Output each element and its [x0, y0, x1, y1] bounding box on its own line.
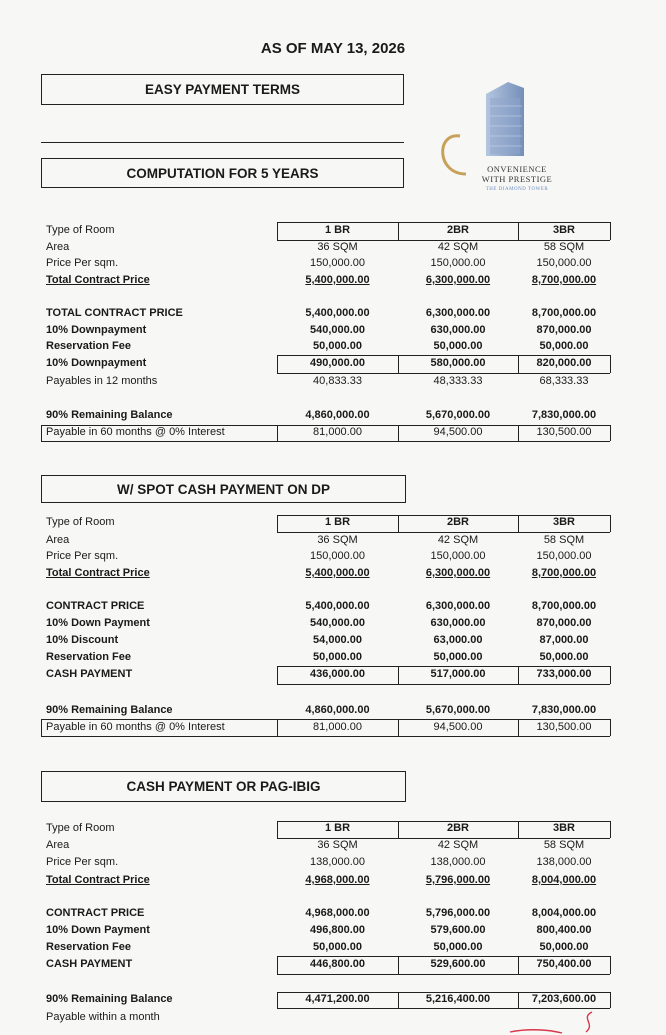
rule-line — [398, 719, 399, 736]
rule-line — [277, 838, 610, 839]
computation-title: COMPUTATION FOR 5 YEARS — [126, 165, 319, 181]
cell-value: 48,333.33 — [433, 375, 483, 387]
rule-line — [610, 515, 611, 532]
rule-line — [518, 515, 519, 532]
rule-line — [518, 821, 519, 838]
row-label: Total Contract Price — [46, 274, 150, 286]
rule-line — [398, 425, 399, 441]
rule-line — [277, 821, 610, 822]
cell-value: 5,400,000.00 — [305, 274, 370, 286]
cell-value: 81,000.00 — [313, 721, 362, 733]
row-label: Reservation Fee — [46, 941, 131, 953]
rule-line — [277, 240, 610, 241]
cell-value: 7,830,000.00 — [531, 704, 597, 716]
cell-value: 1 BR — [324, 224, 351, 236]
cell-value: 150,000.00 — [536, 257, 592, 269]
cell-value: 50,000.00 — [539, 340, 589, 352]
cell-value: 4,471,200.00 — [305, 993, 370, 1005]
cell-value: 540,000.00 — [309, 324, 366, 336]
cell-value: 496,800.00 — [309, 924, 366, 936]
spot-cash-title: W/ SPOT CASH PAYMENT ON DP — [116, 481, 331, 497]
rule-line — [277, 974, 610, 975]
cell-value: 870,000.00 — [536, 324, 592, 336]
cell-value: 1 BR — [324, 822, 351, 834]
rule-line — [277, 666, 278, 684]
cell-value: 40,833.33 — [313, 375, 362, 387]
computation-title-box — [41, 158, 404, 188]
rule-line — [277, 956, 610, 957]
cash-pagibig-title: CASH PAYMENT OR PAG-IBIG — [126, 779, 321, 794]
rule-line — [41, 425, 277, 426]
rule-line — [398, 821, 399, 838]
rule-line — [398, 515, 399, 532]
rule-line — [277, 222, 278, 240]
cell-value: 94,500.00 — [433, 721, 483, 733]
rule-line — [518, 355, 519, 373]
cell-value: 138,000.00 — [430, 856, 486, 868]
rule-line — [277, 992, 278, 1008]
cell-value: 50,000.00 — [433, 941, 483, 953]
cell-value: 50,000.00 — [433, 651, 483, 663]
cell-value: 58 SQM — [543, 534, 585, 546]
row-label: Price Per sqm. — [46, 856, 119, 868]
cell-value: 6,300,000.00 — [425, 567, 491, 579]
row-label: Total Contract Price — [46, 567, 150, 579]
cell-value: 42 SQM — [437, 839, 479, 851]
row-label: CASH PAYMENT — [46, 958, 133, 970]
rule-line — [277, 425, 278, 441]
rule-line — [398, 956, 399, 974]
cell-value: 130,500.00 — [536, 426, 592, 438]
cell-value: 3BR — [552, 224, 575, 236]
cell-value: 50,000.00 — [539, 651, 589, 663]
cell-value: 2BR — [446, 822, 469, 834]
row-label: Total Contract Price — [46, 874, 150, 886]
row-label: CONTRACT PRICE — [46, 907, 145, 919]
row-label: Payable within a month — [46, 1011, 160, 1023]
cell-value: 50,000.00 — [313, 941, 362, 953]
cell-value: 150,000.00 — [430, 257, 486, 269]
cell-value: 446,800.00 — [309, 958, 366, 970]
cell-value: 6,300,000.00 — [425, 307, 491, 319]
rule-line — [518, 956, 519, 974]
cell-value: 150,000.00 — [536, 550, 592, 562]
pen-mark-icon — [500, 1008, 620, 1035]
row-label: Payables in 12 months — [46, 375, 158, 387]
cell-value: 4,968,000.00 — [305, 874, 370, 886]
cell-value: 54,000.00 — [313, 634, 362, 646]
cell-value: 8,700,000.00 — [531, 307, 597, 319]
rule-line — [518, 719, 519, 736]
rule-line — [610, 821, 611, 838]
logo — [430, 74, 590, 194]
easy-payment-title: EASY PAYMENT TERMS — [144, 82, 301, 97]
cash-pagibig-title-box — [41, 771, 406, 802]
cell-value: 5,670,000.00 — [425, 409, 491, 421]
cell-value: 138,000.00 — [309, 856, 366, 868]
cell-value: 540,000.00 — [309, 617, 366, 629]
row-label: 10% Down Payment — [46, 617, 150, 629]
cell-value: 3BR — [552, 822, 575, 834]
rule-line — [277, 736, 610, 737]
row-label: Reservation Fee — [46, 340, 131, 352]
row-label: Price Per sqm. — [46, 257, 119, 269]
rule-line — [610, 222, 611, 240]
cell-value: 8,700,000.00 — [531, 600, 597, 612]
cell-value: 50,000.00 — [313, 651, 362, 663]
divider-line — [41, 142, 404, 143]
cell-value: 50,000.00 — [539, 941, 589, 953]
cell-value: 800,400.00 — [536, 924, 592, 936]
cell-value: 5,796,000.00 — [425, 907, 491, 919]
rule-line — [277, 992, 610, 993]
row-label: 90% Remaining Balance — [46, 409, 173, 421]
cell-value: 436,000.00 — [309, 668, 366, 680]
cell-value: 2BR — [446, 224, 469, 236]
row-label: 90% Remaining Balance — [46, 993, 173, 1005]
row-label: Price Per sqm. — [46, 550, 119, 562]
rule-line — [277, 222, 610, 223]
rule-line — [610, 355, 611, 373]
row-label: CONTRACT PRICE — [46, 600, 145, 612]
rule-line — [398, 992, 399, 1008]
rule-line — [277, 821, 278, 838]
row-label: Area — [46, 534, 70, 546]
logo-line1: ONVENIENCE — [487, 164, 547, 174]
spot-cash-title-box — [41, 475, 406, 503]
cell-value: 820,000.00 — [536, 357, 592, 369]
cell-value: 150,000.00 — [309, 257, 366, 269]
cell-value: 8,004,000.00 — [531, 874, 597, 886]
rule-line — [518, 222, 519, 240]
row-label: Type of Room — [46, 224, 115, 236]
rule-line — [277, 515, 278, 532]
cell-value: 36 SQM — [317, 839, 358, 851]
rule-line — [277, 515, 610, 516]
rule-line — [41, 425, 42, 441]
cell-value: 150,000.00 — [430, 550, 486, 562]
row-label: 90% Remaining Balance — [46, 704, 173, 716]
cell-value: 6,300,000.00 — [425, 274, 491, 286]
rule-line — [518, 992, 519, 1008]
row-label: Payable in 60 months @ 0% Interest — [46, 426, 225, 438]
rule-line — [277, 373, 610, 374]
row-label: Payable in 60 months @ 0% Interest — [46, 721, 225, 733]
cell-value: 5,670,000.00 — [425, 704, 491, 716]
cell-value: 3BR — [552, 516, 575, 528]
cell-value: 8,700,000.00 — [531, 274, 597, 286]
rule-line — [518, 666, 519, 684]
cell-value: 5,400,000.00 — [305, 600, 370, 612]
cell-value: 130,500.00 — [536, 721, 592, 733]
row-label: 10% Downpayment — [46, 324, 147, 336]
logo-line2: WITH PRESTIGE — [481, 174, 553, 184]
cell-value: 138,000.00 — [536, 856, 592, 868]
cell-value: 517,000.00 — [430, 668, 486, 680]
cell-value: 58 SQM — [543, 241, 585, 253]
rule-line — [277, 441, 610, 442]
cell-value: 490,000.00 — [309, 357, 366, 369]
cell-value: 63,000.00 — [433, 634, 483, 646]
cell-value: 81,000.00 — [313, 426, 362, 438]
cell-value: 529,600.00 — [430, 958, 486, 970]
easy-payment-title-box — [41, 74, 404, 105]
row-label: 10% Down Payment — [46, 924, 150, 936]
cell-value: 94,500.00 — [433, 426, 483, 438]
rule-line — [610, 992, 611, 1008]
cell-value: 50,000.00 — [433, 340, 483, 352]
row-label: Type of Room — [46, 516, 115, 528]
rule-line — [610, 425, 611, 441]
rule-line — [277, 425, 610, 426]
cell-value: 750,400.00 — [536, 958, 592, 970]
rule-line — [610, 719, 611, 736]
cell-value: 2BR — [446, 516, 469, 528]
cell-value: 50,000.00 — [313, 340, 362, 352]
cell-value: 5,400,000.00 — [305, 567, 370, 579]
rule-line — [398, 222, 399, 240]
rule-line — [41, 719, 42, 736]
cell-value: 8,004,000.00 — [531, 907, 597, 919]
row-label: Reservation Fee — [46, 651, 131, 663]
cell-value: 579,600.00 — [430, 924, 486, 936]
rule-line — [398, 355, 399, 373]
cell-value: 4,968,000.00 — [305, 907, 370, 919]
rule-line — [277, 956, 278, 974]
cell-value: 42 SQM — [437, 534, 479, 546]
row-label: CASH PAYMENT — [46, 668, 133, 680]
row-label: Type of Room — [46, 822, 115, 834]
rule-line — [610, 666, 611, 684]
rule-line — [518, 425, 519, 441]
cell-value: 5,400,000.00 — [305, 307, 370, 319]
cell-value: 630,000.00 — [430, 324, 486, 336]
row-label: 10% Downpayment — [46, 357, 147, 369]
rule-line — [277, 355, 278, 373]
cell-value: 36 SQM — [317, 534, 358, 546]
rule-line — [277, 355, 610, 356]
rule-line — [277, 684, 610, 685]
cell-value: 42 SQM — [437, 241, 479, 253]
rule-line — [277, 532, 610, 533]
cell-value: 580,000.00 — [430, 357, 486, 369]
rule-line — [277, 666, 610, 667]
cell-value: 630,000.00 — [430, 617, 486, 629]
cell-value: 58 SQM — [543, 839, 585, 851]
cell-value: 150,000.00 — [309, 550, 366, 562]
cell-value: 7,830,000.00 — [531, 409, 597, 421]
row-label: TOTAL CONTRACT PRICE — [46, 307, 183, 319]
cell-value: 5,796,000.00 — [425, 874, 491, 886]
cell-value: 7,203,600.00 — [531, 993, 597, 1005]
cell-value: 1 BR — [324, 516, 351, 528]
rule-line — [398, 666, 399, 684]
cell-value: 4,860,000.00 — [305, 704, 370, 716]
rule-line — [41, 719, 277, 720]
cell-value: 5,216,400.00 — [425, 993, 491, 1005]
cell-value: 733,000.00 — [536, 668, 592, 680]
row-label: Area — [46, 241, 70, 253]
logo-line3: THE DIAMOND TOWER — [485, 187, 549, 192]
cell-value: 68,333.33 — [539, 375, 589, 387]
cell-value: 8,700,000.00 — [531, 567, 597, 579]
cell-value: 4,860,000.00 — [305, 409, 370, 421]
cell-value: 87,000.00 — [539, 634, 589, 646]
date-header: AS OF MAY 13, 2026 — [260, 40, 406, 57]
cell-value: 6,300,000.00 — [425, 600, 491, 612]
rule-line — [41, 736, 277, 737]
rule-line — [277, 719, 278, 736]
row-label: 10% Discount — [46, 634, 119, 646]
cell-value: 870,000.00 — [536, 617, 592, 629]
rule-line — [277, 719, 610, 720]
cell-value: 36 SQM — [317, 241, 358, 253]
rule-line — [610, 956, 611, 974]
rule-line — [41, 441, 277, 442]
row-label: Area — [46, 839, 70, 851]
